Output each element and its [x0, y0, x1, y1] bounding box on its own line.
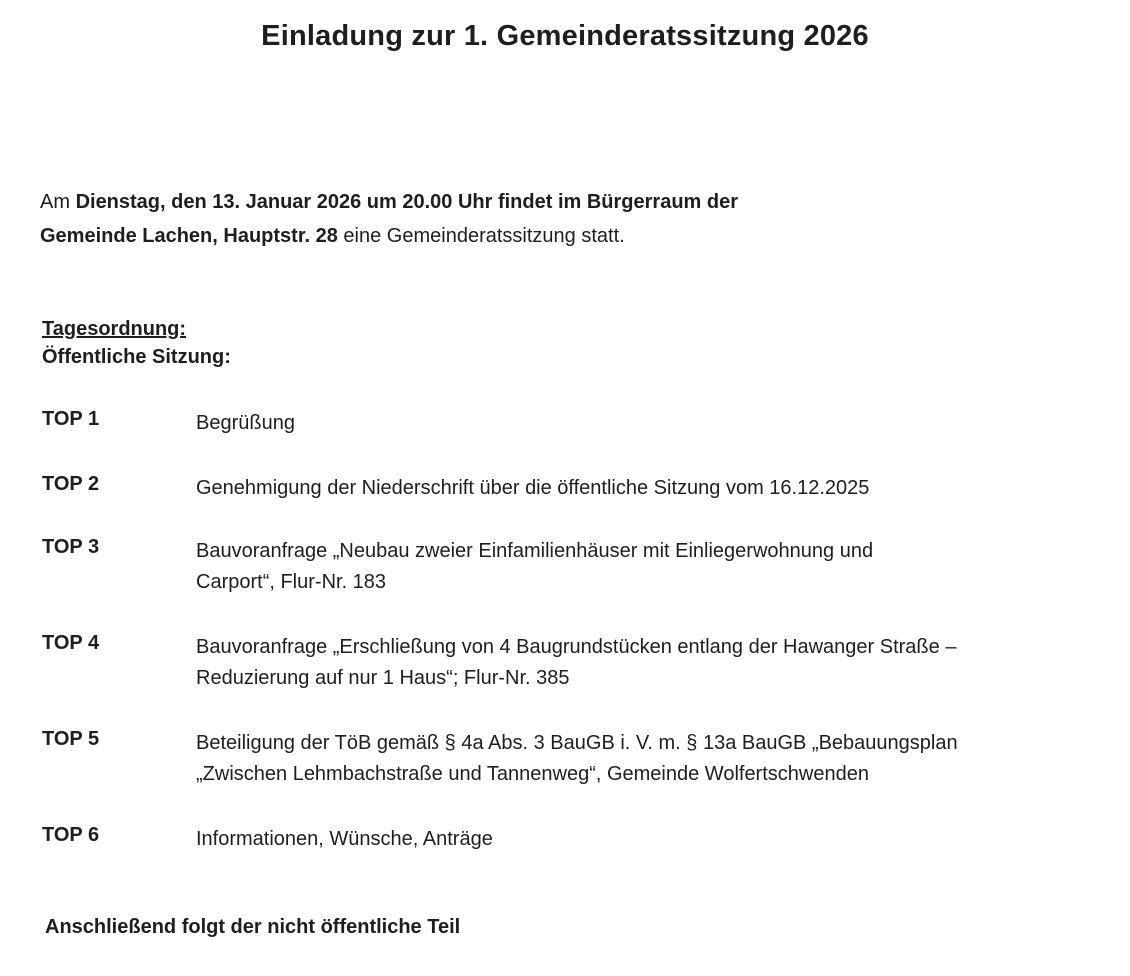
- agenda-item-line: Begrüßung: [196, 412, 295, 434]
- agenda-item-label: TOP 2: [42, 473, 100, 495]
- agenda-item-label: TOP 6: [42, 824, 100, 846]
- agenda-item-line: Carport“, Flur-Nr. 183: [196, 571, 387, 593]
- agenda-item-label: TOP 4: [42, 632, 100, 654]
- page-title: Einladung zur 1. Gemeinderatssitzung 2026: [261, 20, 869, 52]
- intro-date-time: Dienstag, den 13. Januar 2026 um 20.00 Uhr findet im Bürgerraum der: [75, 191, 739, 213]
- intro-location: Gemeinde Lachen, Hauptstr. 28: [40, 225, 338, 247]
- agenda-item-label: TOP 1: [42, 408, 100, 430]
- agenda-item-text: [196, 536, 1096, 598]
- agenda-item-text: [196, 408, 1096, 439]
- agenda-item-line: Bauvoranfrage „Neubau zweier Einfamilienhäuser mit Einliegerwohnung und: [196, 540, 874, 562]
- agenda-item-text: [196, 632, 1096, 694]
- agenda-item-line: Genehmigung der Niederschrift über die öffentliche Sitzung vom 16.12.2025: [196, 477, 870, 499]
- agenda-item-line: Bauvoranfrage „Erschließung von 4 Baugrundstücken entlang der Hawanger Straße –: [196, 636, 957, 658]
- intro-paragraph: [40, 185, 1080, 253]
- agenda-item-text: [196, 824, 1096, 855]
- agenda-item-text: [196, 473, 1096, 504]
- agenda-item-line: Beteiligung der TöB gemäß § 4a Abs. 3 BauGB i. V. m. § 13a BauGB „Bebauungsplan: [196, 732, 958, 754]
- agenda-item-label: TOP 3: [42, 536, 100, 558]
- intro-prefix: Am: [40, 191, 76, 213]
- agenda-item-text: [196, 728, 1096, 790]
- public-session-heading: Öffentliche Sitzung:: [42, 346, 231, 368]
- agenda-item-line: Reduzierung auf nur 1 Haus“; Flur-Nr. 385: [196, 667, 570, 689]
- closing-note: Anschließend folgt der nicht öffentliche Teil: [45, 916, 461, 938]
- agenda-heading: Tagesordnung:: [42, 318, 187, 340]
- intro-suffix: eine Gemeinderatssitzung statt.: [337, 225, 625, 247]
- agenda-item-line: Informationen, Wünsche, Anträge: [196, 828, 493, 850]
- agenda-item-line: „Zwischen Lehmbachstraße und Tannenweg“, Gemeinde Wolfertschwenden: [196, 763, 869, 785]
- agenda-item-label: TOP 5: [42, 728, 100, 750]
